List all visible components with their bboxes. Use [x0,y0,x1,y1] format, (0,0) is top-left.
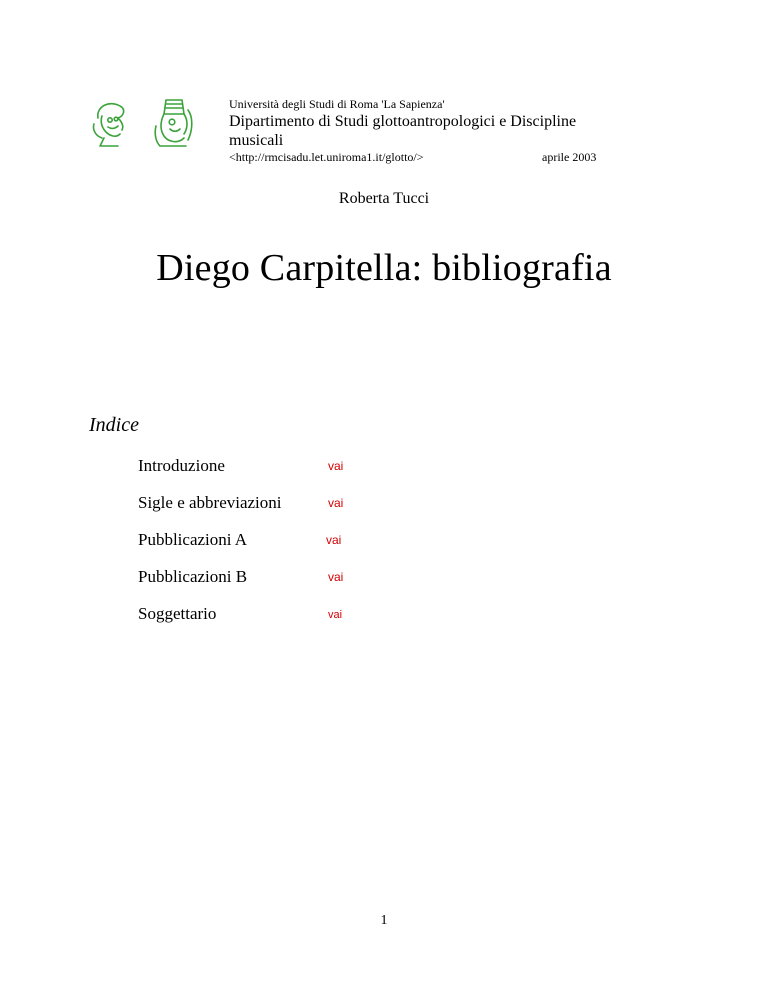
toc-link-introduzione[interactable]: vai [328,459,344,473]
department-url[interactable]: <http://rmcisadu.let.uniroma1.it/glotto/> [229,150,424,164]
author-name: Roberta Tucci [338,190,430,207]
department-name: Dipartimento di Studi glottoantropologici e Discipline musicali [229,113,577,149]
table-of-contents [138,456,438,641]
toc-item-pubblicazioni-b [138,567,438,604]
toc-link-pubblicazioni-b[interactable]: vai [328,570,344,584]
url-date-row [229,150,629,165]
toc-item-label: Pubblicazioni A [138,530,248,549]
index-heading: Indice [89,414,139,436]
toc-item-label: Introduzione [138,456,225,475]
page-number: 1 [380,913,388,928]
header-block [229,97,629,165]
toc-item-label: Sigle e abbreviazioni [138,493,282,512]
publication-date: aprile 2003 [542,150,597,164]
toc-link-sigle[interactable]: vai [328,496,344,510]
toc-link-pubblicazioni-a[interactable]: vai [326,533,342,547]
face-logos-icon [88,96,208,152]
toc-item-label: Soggettario [138,604,217,623]
toc-item-label: Pubblicazioni B [138,567,248,586]
department-logos [88,96,208,152]
university-name: Università degli Studi di Roma 'La Sapienza' [229,97,445,111]
toc-link-soggettario[interactable]: vai [328,609,343,621]
toc-item-pubblicazioni-a [138,530,438,567]
toc-item-introduzione [138,456,438,493]
document-title: Diego Carpitella: bibliografia [156,247,612,289]
toc-item-sigle [138,493,438,530]
toc-item-soggettario [138,604,438,641]
